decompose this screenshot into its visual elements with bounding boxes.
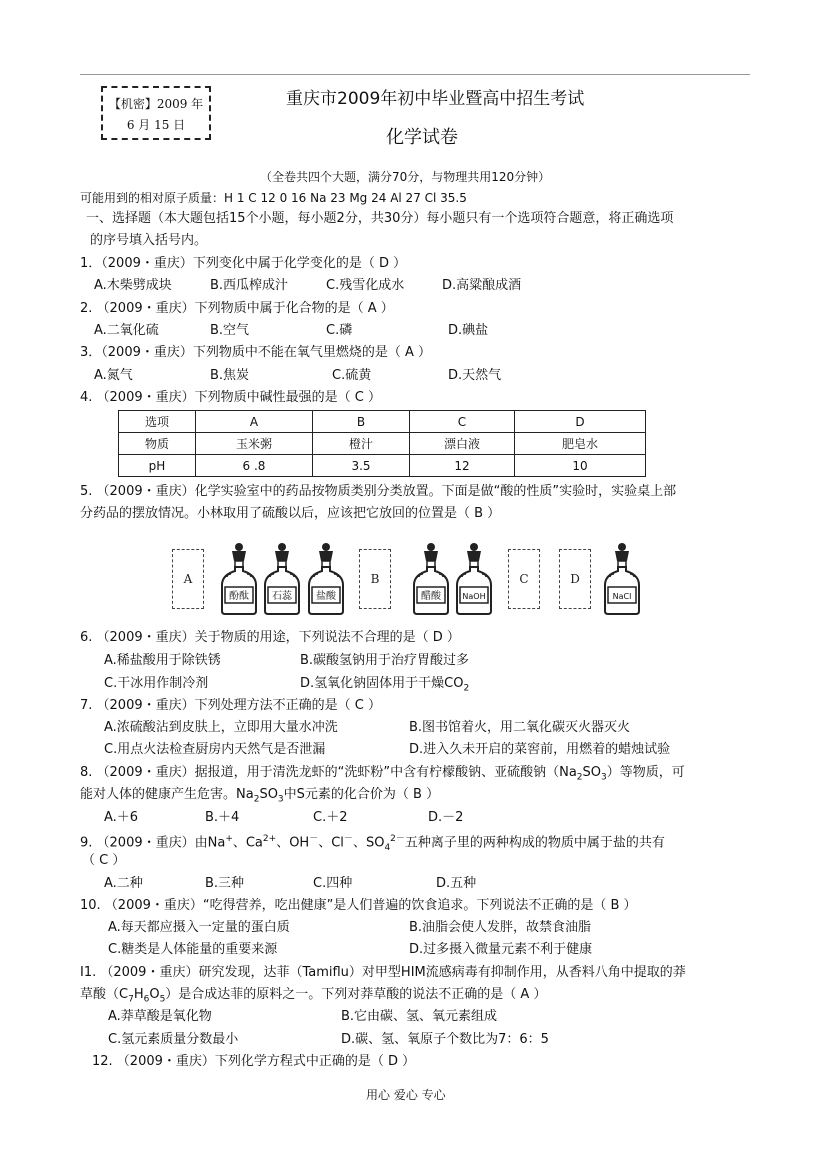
q1-option-a: A.木柴劈成块 xyxy=(94,278,172,293)
q2-option-c: C.磷 xyxy=(326,323,353,338)
bottle-label: 醋酸 xyxy=(421,591,441,602)
header-rule xyxy=(80,74,750,75)
stamp-line-1: 【机密】2009 年 xyxy=(108,97,204,111)
atomic-masses: 可能用到的相对原子质量：H 1 C 12 0 16 Na 23 Mg 24 Al 27 Cl 35.5 xyxy=(80,191,467,205)
q11-option-a: A.莽草酸是氧化物 xyxy=(108,1009,212,1024)
question-8-line-2: 能对人体的健康产生危害。$Na_2SO_3$中S元素的化合价为（ B ） xyxy=(80,787,440,805)
q3-option-d: D.天然气 xyxy=(448,368,502,383)
q7-option-d: D.进入久未开启的菜窖前，用燃着的蜡烛试验 xyxy=(409,742,671,757)
q8-option-a: A.＋6 xyxy=(104,810,139,825)
question-2-stem: 2. （2009・重庆）下列物质中属于化合物的是（ A ） xyxy=(80,301,394,316)
q3-option-b: B.焦炭 xyxy=(210,368,250,383)
table-cell: 10 xyxy=(515,455,646,477)
q3-option-a: A.氮气 xyxy=(94,368,133,383)
q9-option-b: B.三种 xyxy=(205,876,245,891)
table-cell: 漂白液 xyxy=(410,433,515,455)
table-cell: D xyxy=(515,411,646,433)
q1-option-c: C.残雪化成水 xyxy=(326,278,405,293)
q6-option-b: B.碳酸氢钠用于治疗胃酸过多 xyxy=(300,653,470,668)
table-cell: pH xyxy=(119,455,196,477)
empty-slot-d: D xyxy=(559,549,591,609)
q10-option-d: D.过多摄入微量元素不利于健康 xyxy=(409,942,593,957)
q10-option-c: C.糖类是人体能量的重要来源 xyxy=(108,942,278,957)
question-5-line-2: 分药品的摆放情况。小林取用了硫酸以后，应该把它放回的位置是（ B ） xyxy=(80,506,501,521)
section-instructions-1: 一、选择题（本大题包括15个小题，每小题2分，共30分）每小题只有一个选项符合题意，将正确选项 xyxy=(86,211,674,226)
reagent-bottle xyxy=(219,541,259,615)
empty-slot-a: A xyxy=(172,549,204,609)
question-10-stem: 10. （2009・重庆）“吃得营养，吃出健康”是人们普遍的饮食追求。下列说法不正确的是（ B ） xyxy=(80,898,637,913)
bottle-label: 盐酸 xyxy=(316,591,336,602)
empty-slot-c: C xyxy=(508,549,540,609)
section-instructions-2: 的序号填入括号内。 xyxy=(90,233,208,248)
q11-option-d: D.碳、氢、氧原子个数比为7：6：5 xyxy=(341,1032,549,1047)
q2-option-b: B.空气 xyxy=(210,323,250,338)
q1-option-d: D.高粱酿成酒 xyxy=(442,278,522,293)
question-6-stem: 6. （2009・重庆）关于物质的用途，下列说法不合理的是（ D ） xyxy=(80,630,460,645)
q10-option-b: B.油脂会使人发胖，故禁食油脂 xyxy=(409,920,592,935)
question-4-stem: 4. （2009・重庆）下列物质中碱性最强的是（ C ） xyxy=(80,390,381,405)
table-cell: 选项 xyxy=(119,411,196,433)
question-12-stem: 12. （2009・重庆）下列化学方程式中正确的是（ D ） xyxy=(92,1054,416,1069)
table-cell: 玉米粥 xyxy=(196,433,313,455)
ph-table xyxy=(118,410,646,477)
page-footer: 用心 爱心 专心 xyxy=(366,1088,446,1102)
table-row xyxy=(119,411,646,433)
question-11-line-1: I1. （2009・重庆）研究发现，达菲（Tamiflu）对甲型HIM流感病毒有抑制作用，从香料八角中提取的莽 xyxy=(80,965,686,980)
q9-option-d: D.五种 xyxy=(436,876,477,891)
paper-title: 化学试卷 xyxy=(386,127,458,148)
reagent-bottle xyxy=(306,541,346,615)
q6-option-d: D.氢氧化钠固体用于干燥$CO_2$ xyxy=(300,676,470,694)
bottle-label: 石蕊 xyxy=(272,591,292,602)
exam-subtitle: （全卷共四个大题，满分70分，与物理共用120分钟） xyxy=(260,170,551,184)
bottle-label: 酚酞 xyxy=(229,591,249,602)
q8-option-c: C.＋2 xyxy=(313,810,348,825)
question-1-stem: 1．（2009・重庆）下列变化中属于化学变化的是（ D ） xyxy=(80,256,407,271)
exam-title: 重庆市2009年初中毕业暨高中招生考试 xyxy=(286,89,585,109)
table-cell: A xyxy=(196,411,313,433)
q9-option-a: A.二种 xyxy=(104,876,143,891)
table-row xyxy=(119,455,646,477)
q6-option-a: A.稀盐酸用于除铁锈 xyxy=(104,653,221,668)
question-11-line-2: 草酸$(C_7H_6O_5)$是合成达菲的原料之一。下列对莽草酸的说法不正确的是（ A ） xyxy=(80,987,547,1005)
table-cell: 肥皂水 xyxy=(515,433,646,455)
table-cell: B xyxy=(313,411,410,433)
q1-option-b: B.西瓜榨成汁 xyxy=(210,278,289,293)
q11-option-c: C.氢元素质量分数最小 xyxy=(108,1032,239,1047)
q8-option-d: D.－2 xyxy=(428,810,464,825)
table-cell: 6 .8 xyxy=(196,455,313,477)
question-8-line-1: 8. （2009・重庆）据报道，用于清洗龙虾的“洗虾粉”中含有柠檬酸钠、亚硫酸钠$(Na_2SO_3)$等物质，可 xyxy=(80,765,685,783)
question-7-stem: 7. （2009・重庆）下列处理方法不正确的是（ C ） xyxy=(80,698,381,713)
q7-option-a: A.浓硫酸沾到皮肤上，立即用大量水冲洗 xyxy=(104,720,338,735)
stamp-line-2: 6 月 15 日 xyxy=(126,118,186,132)
table-cell: 3.5 xyxy=(313,455,410,477)
confidential-stamp xyxy=(101,86,211,140)
empty-slot-b: B xyxy=(359,549,391,609)
question-9-line-1: 9. （2009・重庆）由Na+、$Ca^{2+}$、OH－、Cl－、$SO_4^{2-}$五种离子里的两种构成的物质中属于盐的共有 xyxy=(80,834,665,853)
table-cell: C xyxy=(410,411,515,433)
q7-option-b: B.图书馆着火，用二氧化碳灭火器灭火 xyxy=(409,720,631,735)
q9-option-c: C.四种 xyxy=(313,876,353,891)
table-row xyxy=(119,433,646,455)
question-9-line-2: （ C ） xyxy=(82,853,126,868)
q8-option-b: B.＋4 xyxy=(205,810,240,825)
q10-option-a: A.每天都应摄入一定量的蛋白质 xyxy=(108,920,290,935)
q2-option-a: A.二氧化硫 xyxy=(94,323,159,338)
reagent-bottle xyxy=(602,541,642,615)
question-3-stem: 3．（2009・重庆）下列物质中不能在氧气里燃烧的是（ A ） xyxy=(80,345,432,360)
bottle-label: NaOH xyxy=(462,592,486,601)
q3-option-c: C.硫黄 xyxy=(332,368,372,383)
q11-option-b: B.它由碳、氢、氧元素组成 xyxy=(341,1009,498,1024)
question-5-line-1: 5. （2009・重庆）化学实验室中的药品按物质类别分类放置。下面是做“酸的性质”实验时，实验桌上部 xyxy=(80,484,677,499)
table-cell: 物质 xyxy=(119,433,196,455)
reagent-bottle xyxy=(454,541,494,615)
bottle-label: NaCl xyxy=(612,592,632,601)
table-cell: 橙汁 xyxy=(313,433,410,455)
reagent-bottle xyxy=(262,541,302,615)
q2-option-d: D.碘盐 xyxy=(448,323,489,338)
table-cell: 12 xyxy=(410,455,515,477)
q6-option-c: C.干冰用作制冷剂 xyxy=(104,676,209,691)
reagent-bottle xyxy=(411,541,451,615)
q7-option-c: C.用点火法检查厨房内天然气是否泄漏 xyxy=(104,742,326,757)
